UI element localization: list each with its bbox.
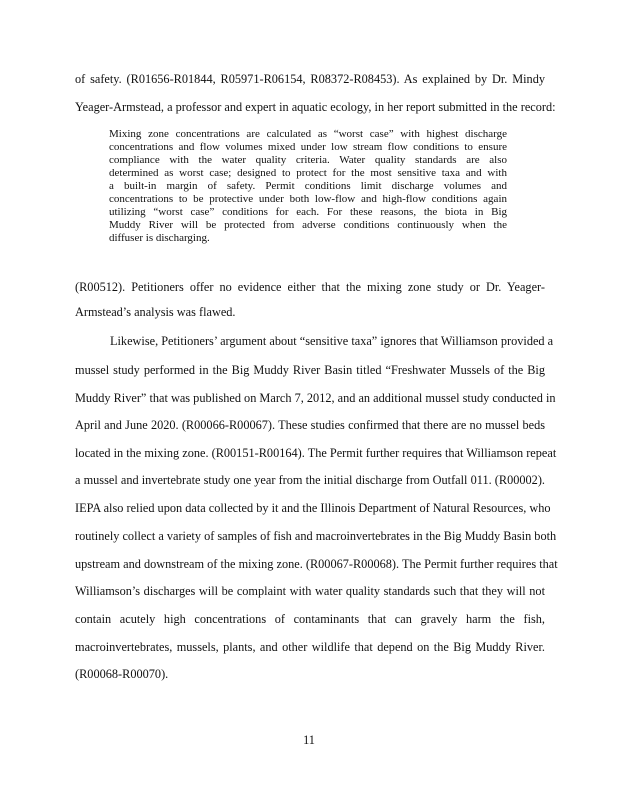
quote-line: Mixing zone concentrations are calculated as “worst case” with highest discharge bbox=[109, 128, 507, 140]
body-text-line: April and June 2020. (R00066-R00067). These studies confirmed that there are no mussel beds bbox=[75, 418, 545, 432]
quote-line: determined as worst case; designed to protect for the most sensitive taxa and with bbox=[109, 167, 507, 179]
body-text-line: IEPA also relied upon data collected by it and the Illinois Department of Natural Resources, who bbox=[75, 501, 551, 515]
body-text-line: mussel study performed in the Big Muddy River Basin titled “Freshwater Mussels of the Big bbox=[75, 363, 545, 377]
body-text-line: contain acutely high concentrations of contaminants that can gravely harm the fish, bbox=[75, 612, 545, 626]
quote-line: utilizing “worst case” conditions for each. For these reasons, the biota in Big bbox=[109, 206, 507, 218]
body-text-line: a mussel and invertebrate study one year from the initial discharge from Outfall 011. (R00002). bbox=[75, 473, 545, 487]
page-number: 11 bbox=[303, 733, 315, 747]
quote-line: concentrations to be protective under both low-flow and high-flow conditions again bbox=[109, 193, 507, 205]
body-text-line: Yeager-Armstead, a professor and expert in aquatic ecology, in her report submitted in the record: bbox=[75, 100, 556, 114]
body-text-line: Williamson’s discharges will be complaint with water quality standards such that they will not bbox=[75, 584, 545, 598]
body-text-line: Muddy River” that was published on March 7, 2012, and an additional mussel study conducted in bbox=[75, 391, 556, 405]
body-text-line: routinely collect a variety of samples of fish and macroinvertebrates in the Big Muddy Basin both bbox=[75, 529, 557, 543]
quote-line: compliance with the water quality criteria. Water quality standards are also bbox=[109, 154, 507, 166]
quote-line: Muddy River will be protected from adverse conditions continuously when the bbox=[109, 219, 507, 231]
body-text-line: Armstead’s analysis was flawed. bbox=[75, 305, 236, 319]
body-text-line: located in the mixing zone. (R00151-R00164). The Permit further requires that Williamson repeat bbox=[75, 446, 557, 460]
body-text-line: (R00068-R00070). bbox=[75, 667, 169, 681]
body-text-line: upstream and downstream of the mixing zone. (R00067-R00068). The Permit further requires that bbox=[75, 557, 558, 571]
quote-line: diffuser is discharging. bbox=[109, 232, 210, 244]
quote-line: a built-in margin of safety. Permit conditions limit discharge volumes and bbox=[109, 180, 507, 192]
quote-line: concentrations and flow volumes mixed under low stream flow conditions to ensure bbox=[109, 141, 507, 153]
body-text-line: of safety. (R01656-R01844, R05971-R06154, R08372-R08453). As explained by Dr. Mindy bbox=[75, 72, 545, 86]
body-text-line: macroinvertebrates, mussels, plants, and other wildlife that depend on the Big Muddy River. bbox=[75, 640, 545, 654]
body-text-line: (R00512). Petitioners offer no evidence either that the mixing zone study or Dr. Yeager- bbox=[75, 280, 545, 294]
body-text-line: Likewise, Petitioners’ argument about “sensitive taxa” ignores that Williamson provided a bbox=[110, 334, 554, 348]
